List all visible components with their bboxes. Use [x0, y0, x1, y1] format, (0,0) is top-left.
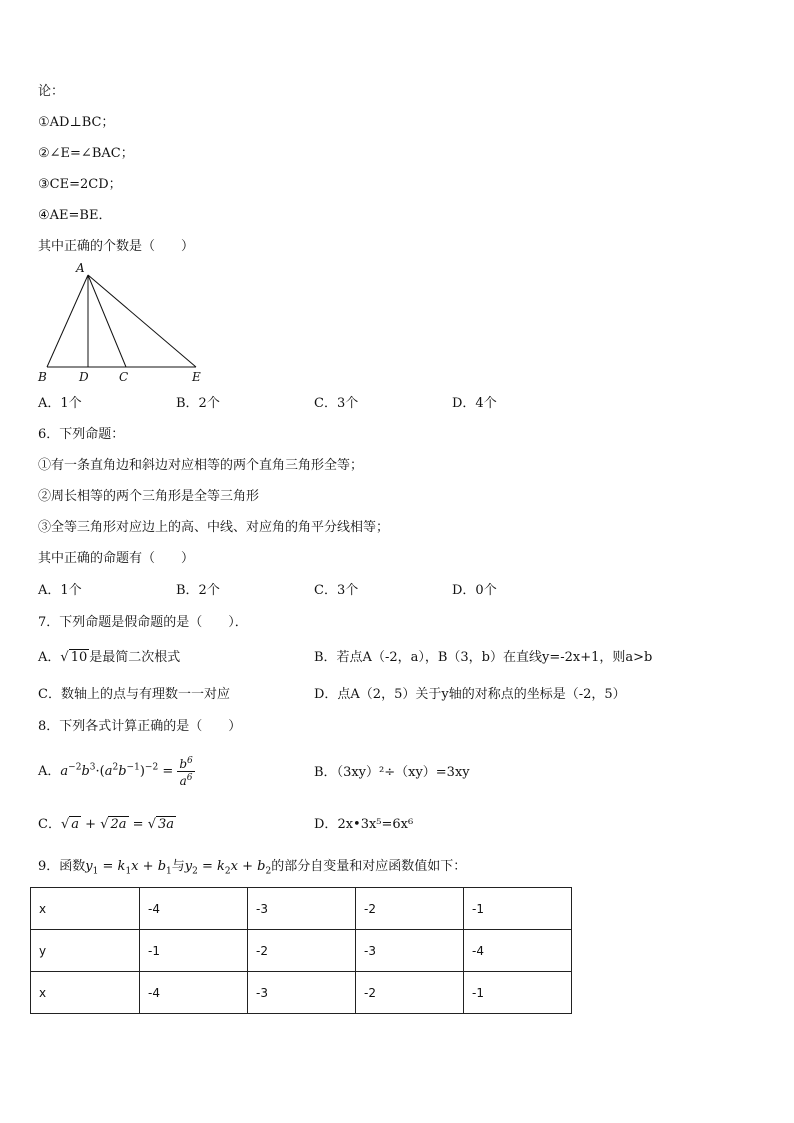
table-cell: x	[31, 888, 140, 930]
q7-option-c[interactable]: C．数轴上的点与有理数一一对应	[38, 687, 230, 702]
q7-option-a-prefix: A．	[38, 650, 61, 665]
table-cell: -4	[140, 972, 248, 1014]
segment-ae	[88, 275, 196, 367]
q6-statement-3: ③全等三角形对应边上的高、中线、对应角的角平分线相等；	[38, 520, 390, 535]
q8-title: 8．下列各式计算正确的是（ ）	[38, 719, 242, 734]
label-a: A	[76, 261, 85, 275]
q9-title-suffix: 的部分自变量和对应函数值如下：	[271, 859, 467, 874]
table-cell: -1	[464, 972, 572, 1014]
q8-option-d[interactable]	[314, 816, 413, 834]
q7-radicand: 10	[70, 650, 88, 665]
table-cell: -2	[356, 972, 464, 1014]
q7-option-d[interactable]: D．点A（2，5）关于y轴的对称点的坐标是（-2，5）	[314, 687, 626, 702]
option-a[interactable]: A．1个	[38, 396, 82, 411]
table-row	[31, 888, 572, 930]
q6-option-a[interactable]: A．1个	[38, 583, 82, 598]
table-cell: -3	[248, 972, 356, 1014]
q6-option-d[interactable]: D．0个	[452, 583, 497, 598]
q6-option-c[interactable]: C．3个	[314, 583, 359, 598]
table-cell: -4	[464, 930, 572, 972]
q9-title-prefix: 9．函数	[38, 859, 86, 874]
q8-option-d-expr: 2x•3x⁵=6x⁶	[337, 817, 414, 832]
question-text: 其中正确的个数是（ ）	[38, 239, 195, 254]
table-cell: -1	[464, 888, 572, 930]
table-cell: x	[31, 972, 140, 1014]
conclusion-2: ②∠E=∠BAC；	[38, 146, 134, 161]
label-b: B	[38, 370, 47, 384]
conclusion-lead: 论：	[38, 84, 65, 99]
table-cell: -4	[140, 888, 248, 930]
q8-option-b-prefix: B．	[314, 765, 337, 780]
q8-option-a[interactable]	[38, 755, 195, 788]
table-cell: -2	[248, 930, 356, 972]
q8-option-c-prefix: C．	[38, 817, 61, 832]
segment-ab	[47, 275, 88, 367]
table-cell: -3	[356, 930, 464, 972]
option-c[interactable]: C．3个	[314, 396, 359, 411]
table-cell: -3	[248, 888, 356, 930]
q9-functions: $y_1 = k_1x + b_1$与$y_2 = k_2x + b_2$	[85, 859, 272, 877]
q7-title: 7．下列命题是假命题的是（ ）．	[38, 615, 248, 630]
q9-title	[38, 858, 466, 881]
q8-option-a-formula: $a^{-2}b^3\cdot(a^2b^{-1})^{-2}$ = $\frac{b^6}{a^6}$	[60, 756, 193, 788]
label-c: C	[119, 370, 129, 384]
q7-option-b[interactable]: B．若点A（-2，a），B（3，b）在直线y=-2x+1，则a>b	[314, 650, 653, 665]
table-cell: y	[31, 930, 140, 972]
table-row	[31, 972, 572, 1014]
q6-title: 6．下列命题：	[38, 427, 125, 442]
q8-option-c[interactable]	[38, 816, 176, 834]
conclusion-1: ①AD⊥BC；	[38, 115, 115, 130]
q9-value-table	[30, 887, 572, 1014]
triangle-figure	[30, 258, 220, 388]
q8-option-b[interactable]	[314, 764, 470, 782]
q6-statement-1: ①有一条直角边和斜边对应相等的两个直角三角形全等；	[38, 458, 364, 473]
conclusion-3: ③CE=2CD；	[38, 177, 122, 192]
q8-option-c-formula: √ a + √ 2a = √ 3a	[60, 817, 175, 832]
table-cell: -2	[356, 888, 464, 930]
option-d[interactable]: D．4个	[452, 396, 497, 411]
segment-ac	[88, 275, 126, 367]
q7-option-a-text: 是最简二次根式	[89, 650, 181, 665]
label-d: D	[79, 370, 89, 384]
label-e: E	[192, 370, 201, 384]
q8-option-a-prefix: A．	[38, 764, 61, 779]
q8-option-b-expr: （3xy）²÷（xy）=3xy	[336, 765, 470, 780]
q8-option-d-prefix: D．	[314, 817, 338, 832]
q7-option-a[interactable]	[38, 649, 180, 667]
sqrt-symbol: √ 10	[60, 650, 88, 665]
table-row	[31, 930, 572, 972]
option-b[interactable]: B．2个	[176, 396, 220, 411]
q6-statement-2: ②周长相等的两个三角形是全等三角形	[38, 489, 260, 504]
table-cell: -1	[140, 930, 248, 972]
conclusion-4: ④AE=BE．	[38, 208, 112, 223]
q6-option-b[interactable]: B．2个	[176, 583, 220, 598]
q6-question: 其中正确的命题有（ ）	[38, 551, 195, 566]
